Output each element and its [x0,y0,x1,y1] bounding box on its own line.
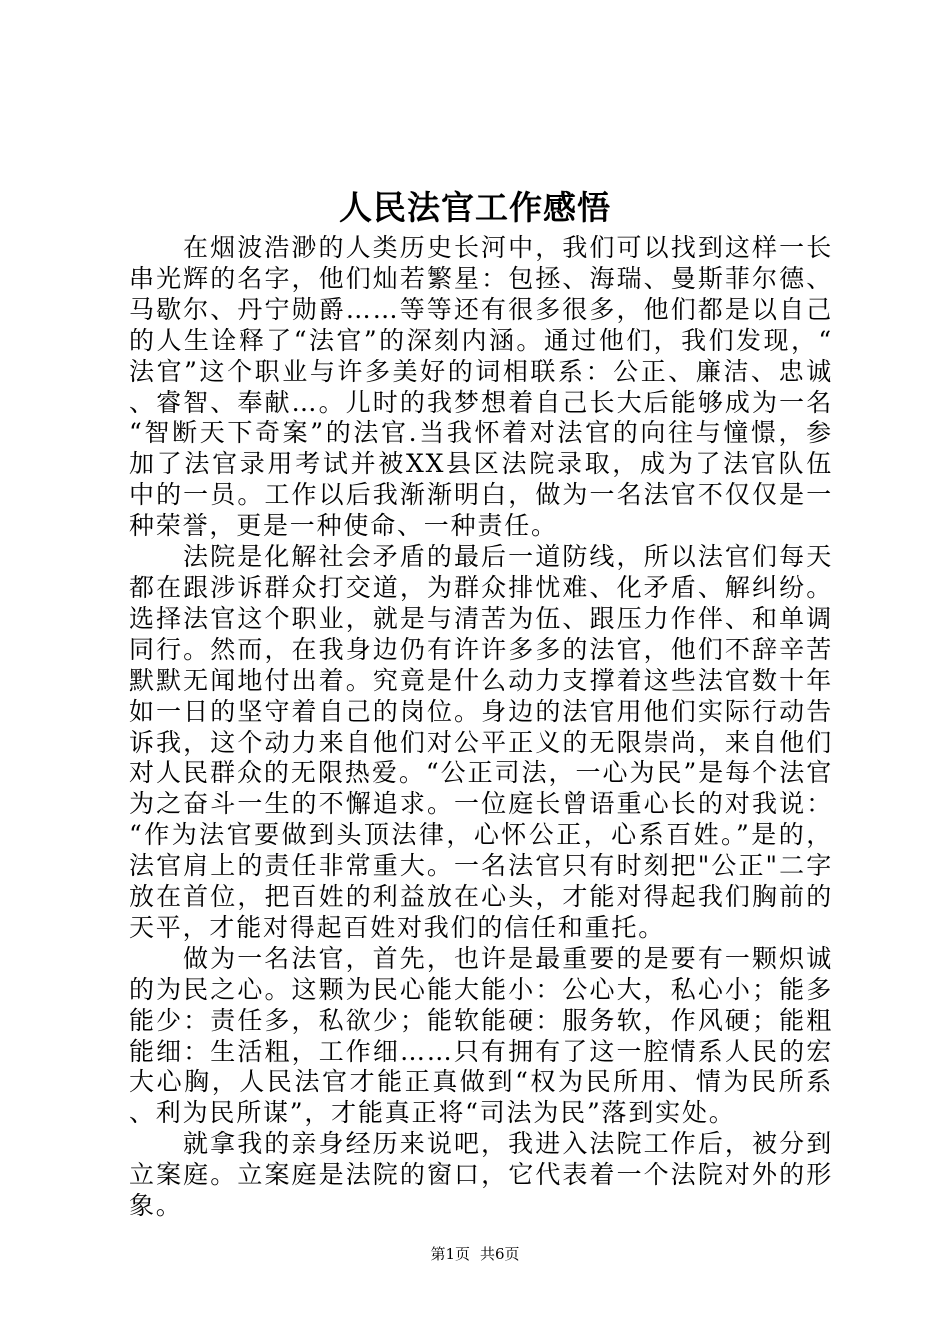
page-number-total: 共6页 [480,1245,520,1263]
document-title: 人民法官工作感悟 [339,188,611,227]
paragraph-4: 就拿我的亲身经历来说吧，我进入法院工作后，被分到立案庭。立案庭是法院的窗口，它代表着一个法院对外的形象。 [129,1129,833,1221]
page-number-current: 第1页 [430,1245,470,1263]
paragraph-1: 在烟波浩渺的人类历史长河中，我们可以找到这样一长串光辉的名字，他们灿若繁星：包拯、海瑞、曼斯菲尔德、马歇尔、丹宁勋爵……等等还有很多很多，他们都是以自己的人生诠释了“法官”的深刻内涵。通过他们，我们发现，“法官”这个职业与许多美好的词相联系：公正、廉洁、忠诚、睿智、奉献…。儿时的我梦想着自己长大后能够成为一名“智断天下奇案”的法官.当我怀着对法官的向往与憧憬，参加了法官录用考试并被XX县区法院录取，成为了法官队伍中的一员。工作以后我渐渐明白，做为一名法官不仅仅是一种荣誉，更是一种使命、一种责任。 [129,233,833,541]
paragraph-3: 做为一名法官，首先，也许是最重要的是要有一颗炽诚的为民之心。这颗为民心能大能小：公心大，私心小；能多能少：责任多，私欲少；能软能硬：服务软，作风硬；能粗能细：生活粗，工作细……只有拥有了这一腔情系人民的宏大心胸，人民法官才能正真做到“权为民所用、情为民所系、利为民所谋”，才能真正将“司法为民”落到实处。 [129,943,833,1128]
paragraph-2: 法院是化解社会矛盾的最后一道防线，所以法官们每天都在跟涉诉群众打交道，为群众排忧难、化矛盾、解纠纷。选择法官这个职业，就是与清苦为伍、跟压力作伴、和单调同行。然而，在我身边仍有许许多多的法官，他们不辞辛苦默默无闻地付出着。究竟是什么动力支撑着这些法官数十年如一日的坚守着自己的岗位。身边的法官用他们实际行动告诉我，这个动力来自他们对公平正义的无限崇尚，来自他们对人民群众的无限热爱。“公正司法，一心为民”是每个法官为之奋斗一生的不懈追求。一位庭长曾语重心长的对我说：“作为法官要做到头顶法律，心怀公正，心系百姓。”是的，法官肩上的责任非常重大。一名法官只有时刻把"公正"二字放在首位，把百姓的利益放在心头，才能对得起我们胸前的天平，才能对得起百姓对我们的信任和重托。 [129,542,833,942]
document-body [129,233,833,1222]
page-footer [0,1243,950,1265]
